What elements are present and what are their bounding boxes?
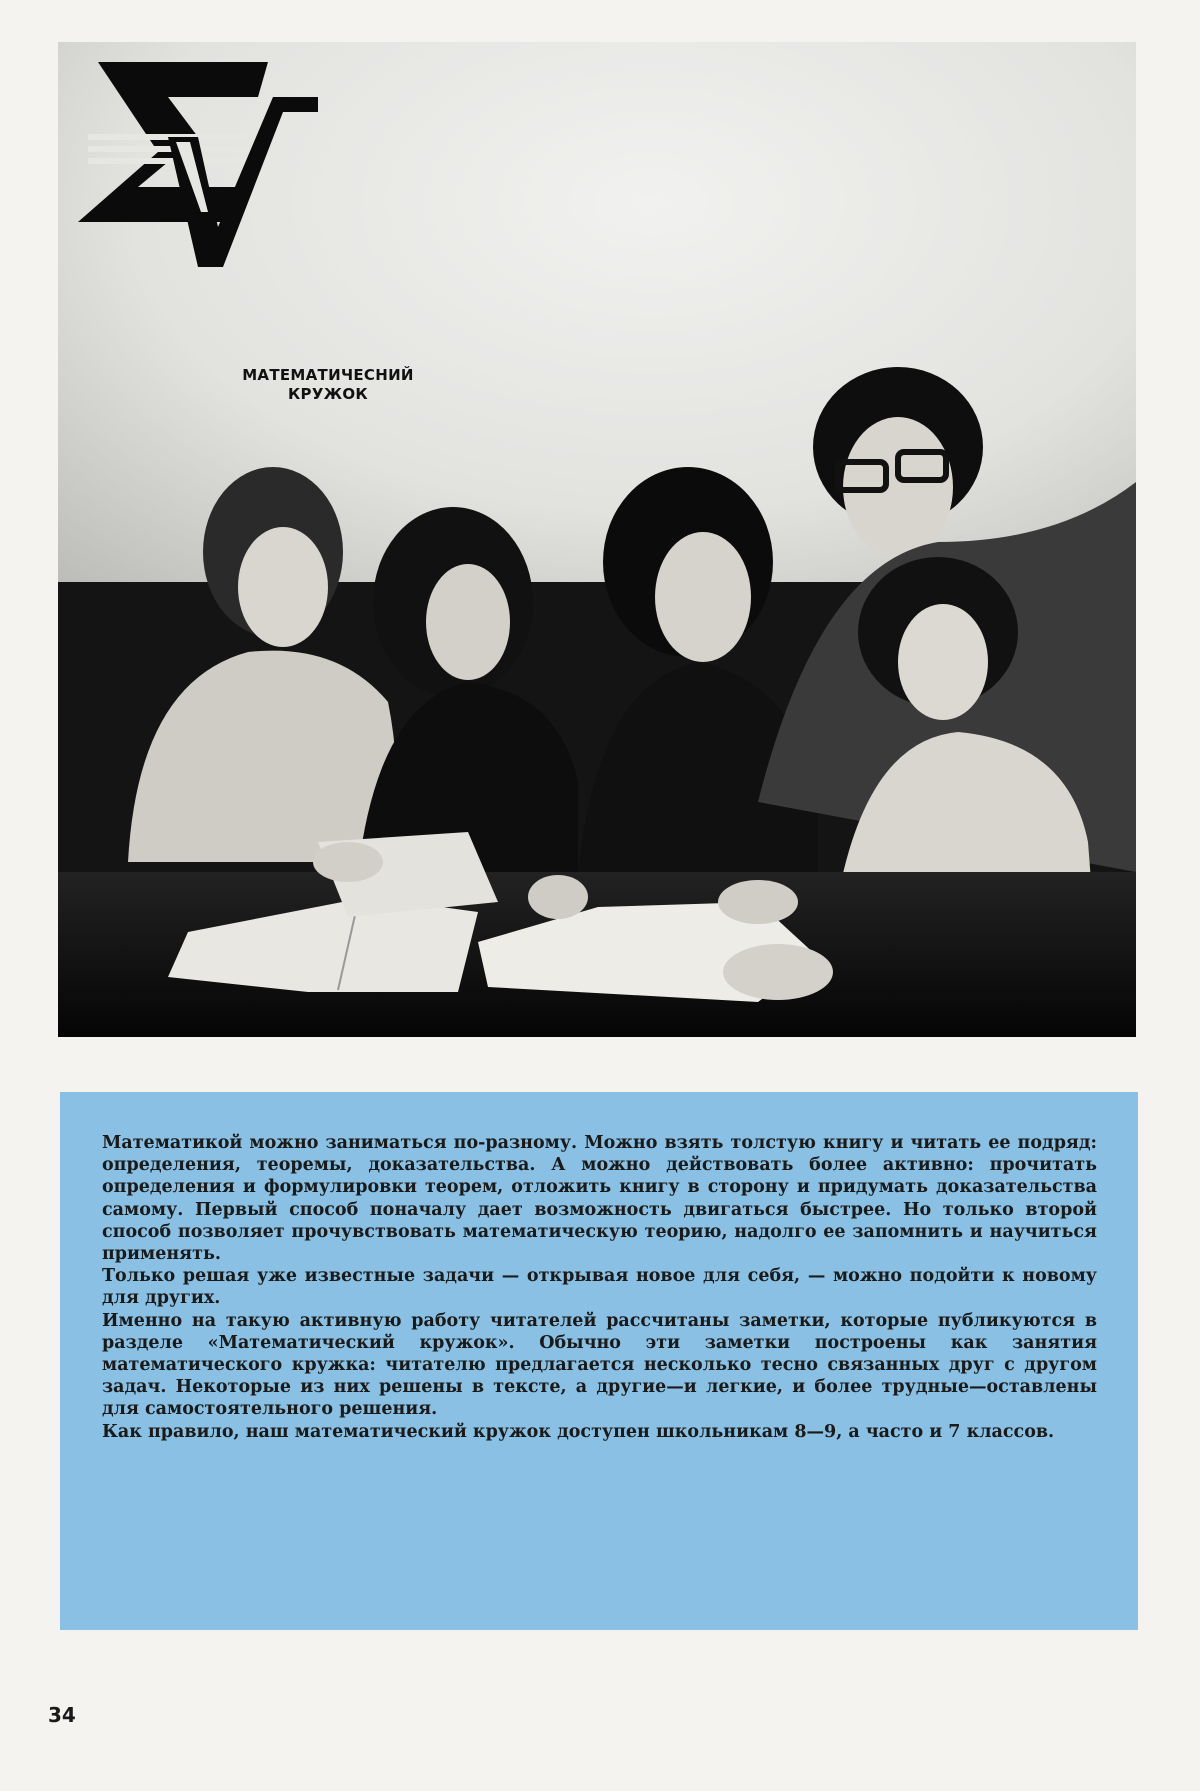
paragraph-2: Только решая уже известные задачи — открывая новое для себя, — можно подойти к новому для других. (102, 1266, 1097, 1309)
page-number: 34 (48, 1703, 76, 1727)
logo-caption (188, 366, 468, 404)
paragraph-1: Математикой можно заниматься по-разному. Можно взять толстую книгу и читать ее подряд: определения, теоремы, доказательства. А можно действовать более активно: прочитать определения и формулировки теорем, отложить книгу в сторону и придумать доказательства самому. Первый способ поначалу дает возможность двигаться быстрее. Но только второй способ позволяет прочувствовать математическую теорию, надолго ее запомнить и научиться применять. (102, 1133, 1097, 1265)
paragraph-4: Как правило, наш математический кружок доступен школьникам 8—9, а часто и 7 классов. (102, 1421, 1055, 1442)
logo-caption-line-1: МАТЕМАТИЧЕСНИЙ (242, 366, 414, 384)
group-photo (58, 42, 1136, 1037)
intro-text-panel (60, 1092, 1138, 1630)
paragraph-3: Именно на такую активную работу читателей рассчитаны заметки, которые публикуются в разделе «Математический кружок». Обычно эти заметки построены как занятия математического кружка: читателю предлагается несколько тесно связанных друг с другом задач. Некоторые из них решены в тексте, а другие—и легкие, и более трудные—оставлены для самостоятельного решения. (102, 1310, 1097, 1420)
intro-text (102, 1132, 1097, 1443)
logo-caption-line-2: КРУЖОК (288, 385, 368, 403)
sigma-sqrt-logo-icon (58, 42, 318, 272)
